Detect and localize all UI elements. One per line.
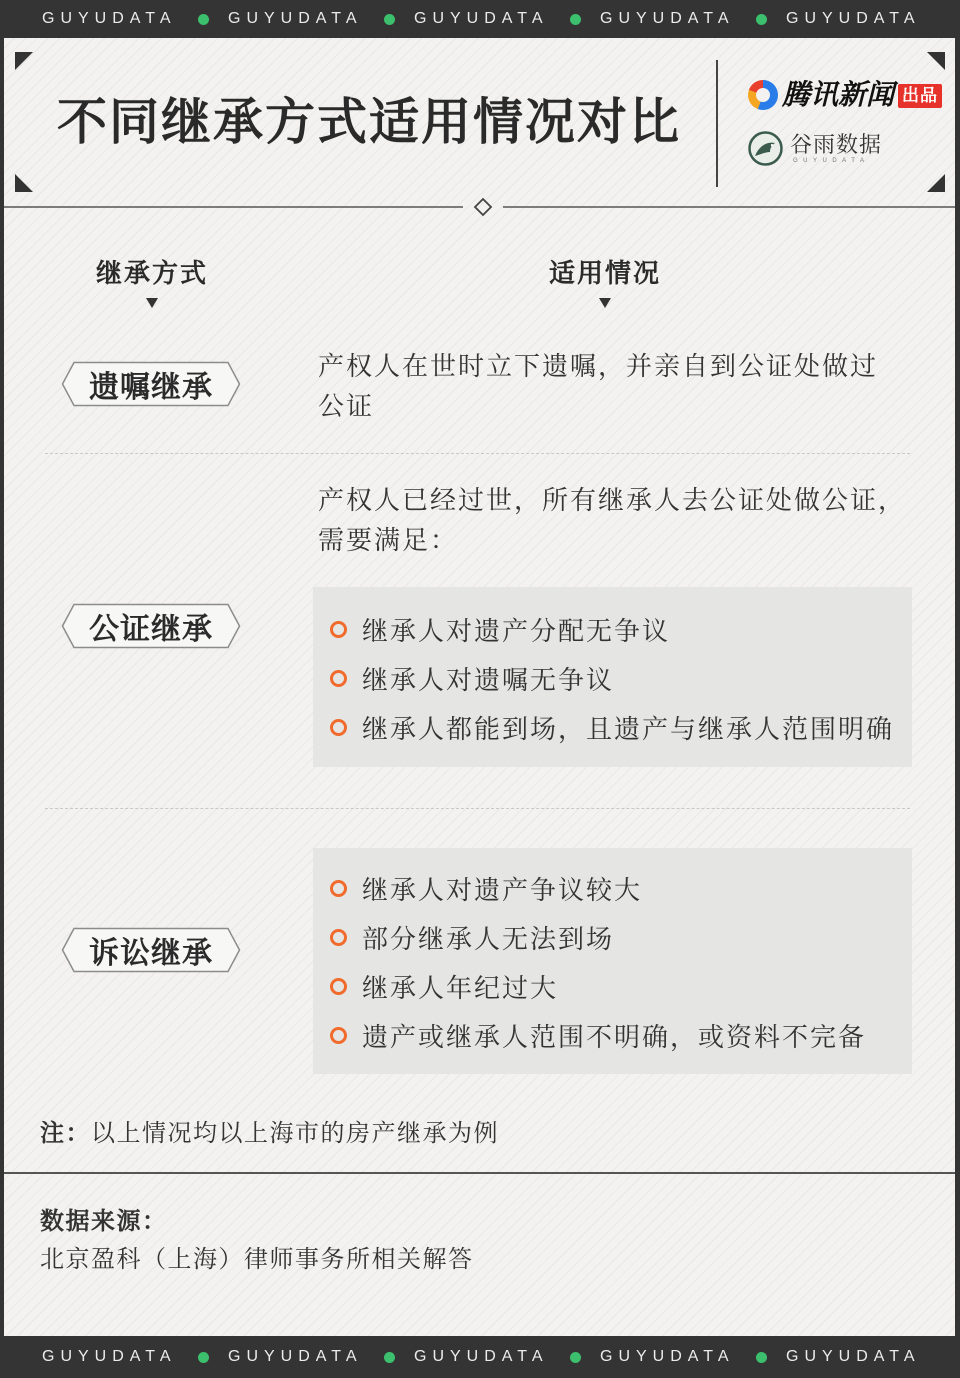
banner-label: GUYUDATA xyxy=(228,10,363,27)
green-dot-icon xyxy=(384,14,395,25)
condition-text: 继承人都能到场，且遗产与继承人范围明确 xyxy=(362,714,895,744)
column-header-method: 继承方式 xyxy=(95,258,208,288)
ring-bullet-icon xyxy=(330,929,347,946)
description-line: 需要满足： xyxy=(318,525,459,555)
conditions-box-litigation xyxy=(313,848,912,1074)
condition-text: 遗产或继承人范围不明确，或资料不完备 xyxy=(362,1022,867,1052)
method-label: 公证继承 xyxy=(89,613,213,646)
banner-label: GUYUDATA xyxy=(414,10,549,27)
ring-bullet-icon xyxy=(330,621,347,638)
top-banner xyxy=(0,0,960,38)
ring-bullet-icon xyxy=(330,880,347,897)
description-line: 产权人在世时立下遗嘱，并亲自到公证处做过 xyxy=(318,351,879,381)
tencent-badge: 出品 xyxy=(898,84,942,108)
header-vertical-divider xyxy=(716,60,718,187)
conditions-box-notary xyxy=(313,587,912,767)
green-dot-icon xyxy=(570,1352,581,1363)
condition-item xyxy=(313,654,912,703)
condition-item xyxy=(313,703,912,752)
method-tag-litigation xyxy=(61,927,241,973)
banner-track xyxy=(42,0,922,38)
condition-text: 继承人对遗产分配无争议 xyxy=(362,616,671,646)
banner-label: GUYUDATA xyxy=(600,10,735,27)
banner-track xyxy=(42,1336,922,1378)
ring-bullet-icon xyxy=(330,670,347,687)
method-label: 遗嘱继承 xyxy=(89,371,213,404)
ring-bullet-icon xyxy=(330,978,347,995)
banner-label: GUYUDATA xyxy=(786,1348,921,1365)
row-separator xyxy=(45,453,910,454)
footnote-label: 注： xyxy=(40,1120,91,1147)
guyu-bird-logo-icon xyxy=(748,131,783,166)
condition-text: 部分继承人无法到场 xyxy=(362,924,615,954)
green-dot-icon xyxy=(756,14,767,25)
banner-label: GUYUDATA xyxy=(42,1348,177,1365)
condition-item xyxy=(313,1011,912,1060)
method-tag-will xyxy=(61,361,241,407)
green-dot-icon xyxy=(198,1352,209,1363)
page-title: 不同继承方式适用情况对比 xyxy=(57,94,681,150)
banner-label: GUYUDATA xyxy=(414,1348,549,1365)
column-header-situation: 适用情况 xyxy=(548,258,661,288)
row-description-will xyxy=(318,346,878,426)
row-separator xyxy=(45,808,910,809)
banner-label: GUYUDATA xyxy=(600,1348,735,1365)
description-line: 公证 xyxy=(318,391,375,421)
condition-text: 继承人对遗嘱无争议 xyxy=(362,665,615,695)
condition-item xyxy=(313,864,912,913)
footnote xyxy=(40,1114,499,1154)
ring-bullet-icon xyxy=(330,1027,347,1044)
green-dot-icon xyxy=(198,14,209,25)
guyu-data-logo-subtext: GUYUDATA xyxy=(793,158,870,164)
tencent-news-logo-icon xyxy=(748,80,778,110)
description-line: 产权人已经过世，所有继承人去公证处做公证， xyxy=(318,485,907,515)
green-dot-icon xyxy=(756,1352,767,1363)
bottom-banner xyxy=(0,1336,960,1378)
condition-item xyxy=(313,962,912,1011)
banner-label: GUYUDATA xyxy=(42,10,177,27)
ring-bullet-icon xyxy=(330,719,347,736)
green-dot-icon xyxy=(384,1352,395,1363)
row-description-notary xyxy=(318,480,906,560)
footer-divider xyxy=(4,1172,955,1174)
source-text: 北京盈科（上海）律师事务所相关解答 xyxy=(40,1246,474,1273)
banner-label: GUYUDATA xyxy=(786,10,921,27)
condition-text: 继承人对遗产争议较大 xyxy=(362,875,643,905)
tencent-news-logo-text: 腾讯新闻 xyxy=(782,79,895,110)
footnote-text: 以上情况均以上海市的房产继承为例 xyxy=(91,1120,499,1147)
banner-label: GUYUDATA xyxy=(228,1348,363,1365)
green-dot-icon xyxy=(570,14,581,25)
condition-item xyxy=(313,913,912,962)
condition-item xyxy=(313,605,912,654)
condition-text: 继承人年纪过大 xyxy=(362,973,559,1003)
guyu-data-logo-text: 谷雨数据 xyxy=(790,132,883,157)
method-tag-notary xyxy=(61,603,241,649)
method-label: 诉讼继承 xyxy=(89,937,213,970)
source-label: 数据来源： xyxy=(40,1208,168,1235)
